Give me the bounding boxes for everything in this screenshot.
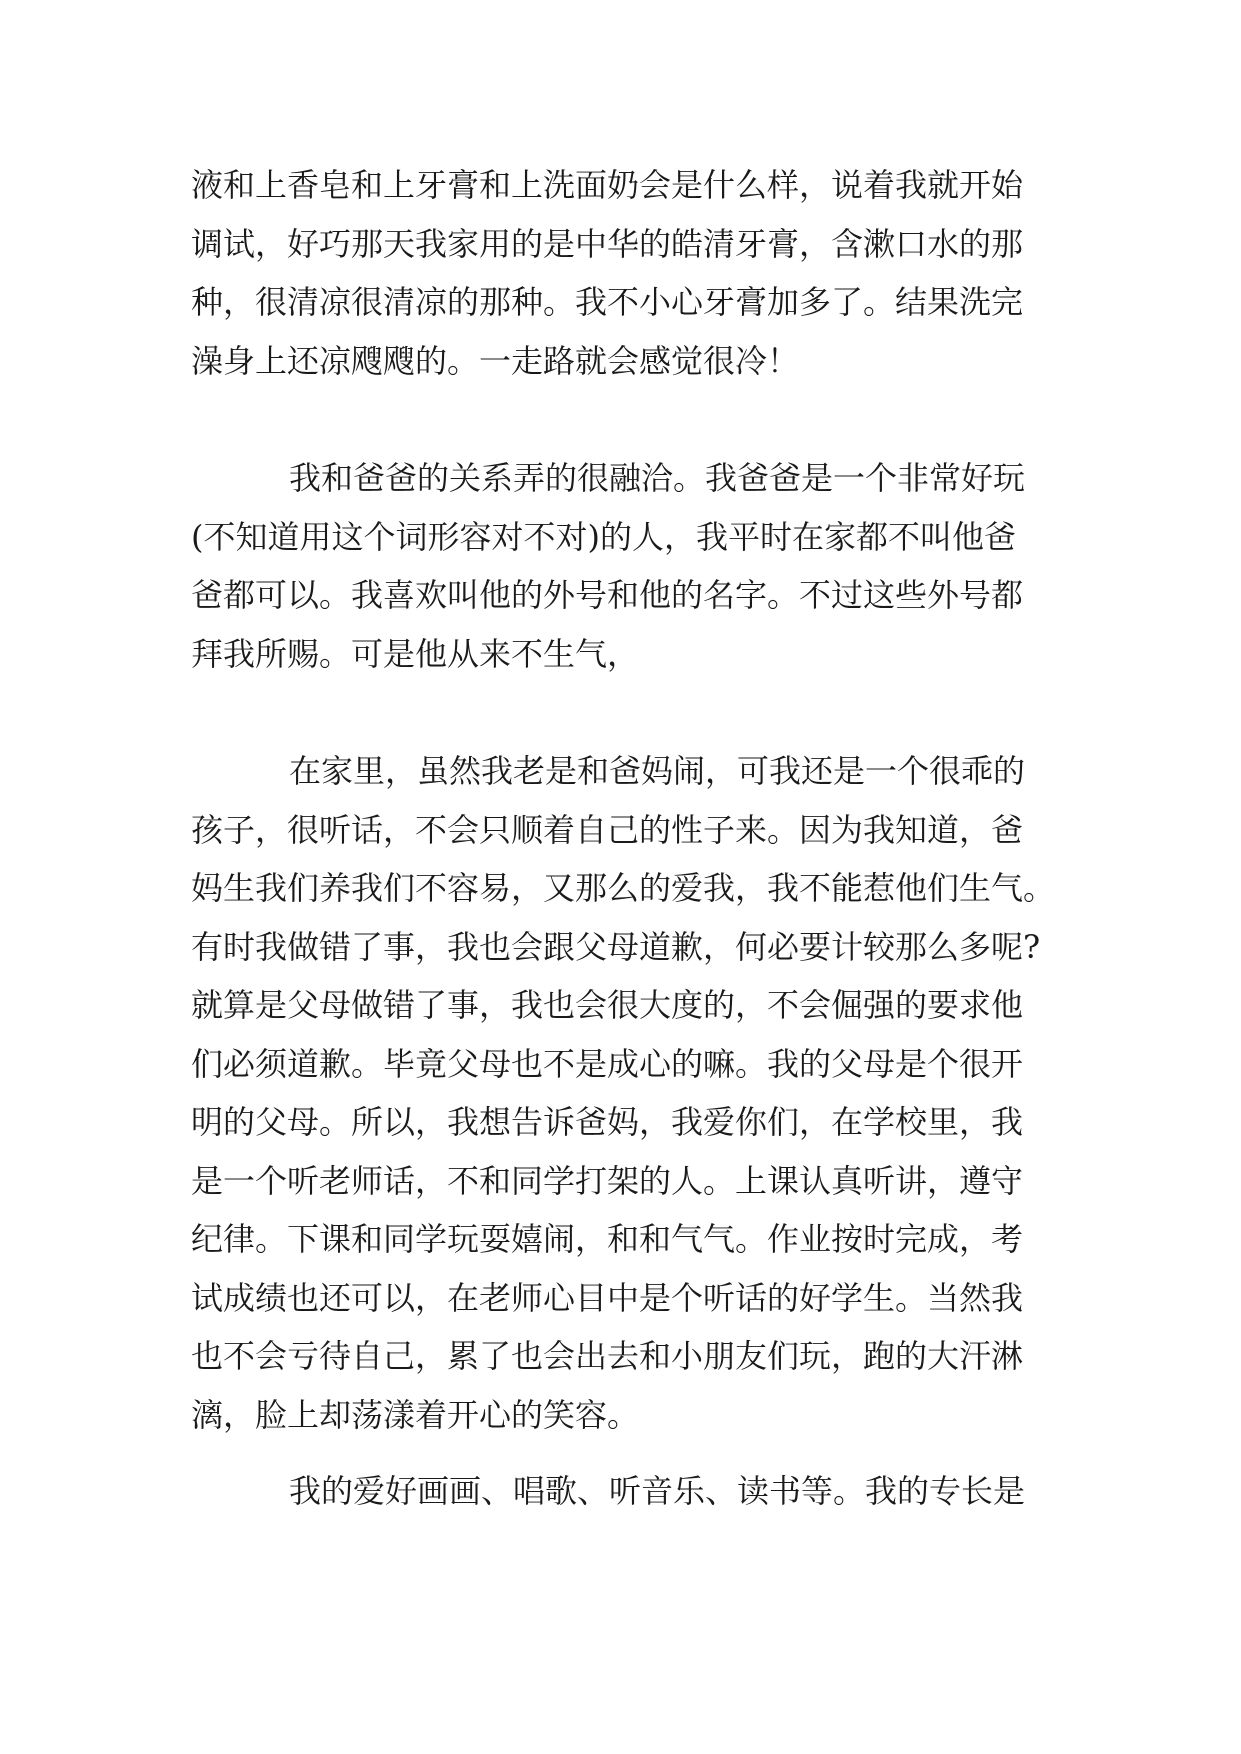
text-line: 纪律。下课和同学玩耍嬉闹，和和气气。作业按时完成，考 xyxy=(191,1220,1024,1258)
text-line: 试成绩也还可以，在老师心目中是个听话的好学生。当然我 xyxy=(191,1278,1024,1317)
text-line: 我和爸爸的关系弄的很融洽。我爸爸是一个非常好玩 xyxy=(289,459,1026,497)
paragraph-3 xyxy=(191,742,1056,1444)
text-line: 拜我所赐。可是他从来不生气， xyxy=(191,634,640,673)
text-line: 种，很清凉很清凉的那种。我不小心牙膏加多了。结果洗完 xyxy=(191,283,1024,321)
text-line: 就算是父母做错了事，我也会很大度的，不会倔强的要求他 xyxy=(191,986,1024,1024)
text-line: 调试，好巧那天我家用的是中华的皓清牙膏，含漱口水的那 xyxy=(191,224,1024,263)
text-line: 澡身上还凉飕飕的。一走路就会感觉很冷！ xyxy=(191,341,800,380)
text-line: 在家里，虽然我老是和爸妈闹，可我还是一个很乖的 xyxy=(289,752,1026,790)
text-line: 们必须道歉。毕竟父母也不是成心的嘛。我的父母是个很开 xyxy=(191,1044,1024,1083)
paragraph-1 xyxy=(191,156,1051,390)
text-line: 是一个听老师话，不和同学打架的人。上课认真听讲，遵守 xyxy=(191,1161,1024,1200)
text-line: 有时我做错了事，我也会跟父母道歉，何必要计较那么多呢? xyxy=(191,927,1041,966)
text-line: 也不会亏待自己，累了也会出去和小朋友们玩，跑的大汗淋 xyxy=(191,1337,1024,1375)
text-line: 液和上香皂和上牙膏和上洗面奶会是什么样，说着我就开始 xyxy=(191,166,1024,204)
text-line: 孩子，很听话，不会只顺着自己的性子来。因为我知道，爸 xyxy=(191,810,1024,849)
text-line: 漓，脸上却荡漾着开心的笑容。 xyxy=(191,1395,640,1434)
text-line: 明的父母。所以，我想告诉爸妈，我爱你们，在学校里，我 xyxy=(191,1103,1024,1141)
text-line: 我的爱好画画、唱歌、听音乐、读书等。我的专长是 xyxy=(289,1472,1026,1510)
text-line: (不知道用这个词形容对不对)的人，我平时在家都不叫他爸 xyxy=(191,517,1016,556)
text-line: 妈生我们养我们不容易，又那么的爱我，我不能惹他们生气。 xyxy=(191,869,1056,907)
text-line: 爸都可以。我喜欢叫他的外号和他的名字。不过这些外号都 xyxy=(191,576,1024,614)
paragraph-2 xyxy=(191,449,1051,683)
paragraph-4 xyxy=(191,1462,1051,1521)
